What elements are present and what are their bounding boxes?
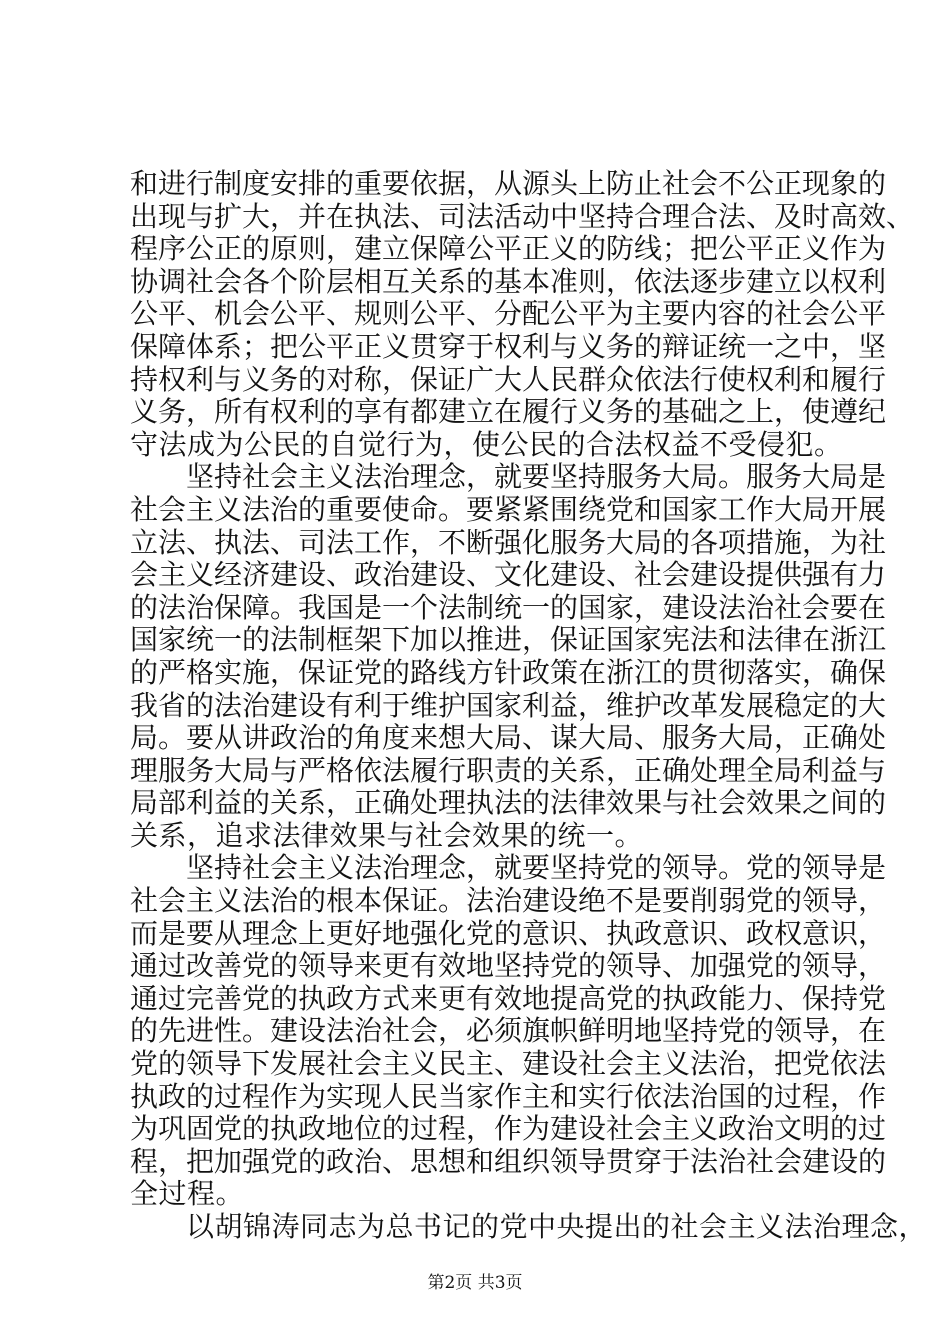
text-line: 关系，追求法律效果与社会效果的统一。	[130, 818, 644, 852]
text-line: 为巩固党的执政地位的过程，作为建设社会主义政治文明的过	[130, 1112, 887, 1146]
text-line: 我省的法治建设有利于维护国家利益，维护改革发展稳定的大	[130, 688, 887, 722]
text-line: 程，把加强党的政治、思想和组织领导贯穿于法治社会建设的	[130, 1144, 887, 1178]
text-line: 的先进性。建设法治社会，必须旗帜鲜明地坚持党的领导，在	[130, 1014, 887, 1048]
text-line: 和进行制度安排的重要依据，从源头上防止社会不公正现象的	[130, 167, 887, 200]
paragraph	[130, 1210, 928, 1244]
paragraph	[130, 460, 887, 852]
text-line: 协调社会各个阶层相互关系的基本准则，依法逐步建立以权利	[130, 264, 887, 298]
page-number-footer: 第2页 共3页	[427, 1273, 523, 1293]
text-line: 公平、机会公平、规则公平、分配公平为主要内容的社会公平	[130, 297, 887, 331]
text-line: 执政的过程作为实现人民当家作主和实行依法治国的过程，作	[130, 1079, 887, 1113]
paragraph	[130, 851, 887, 1211]
text-line: 坚持社会主义法治理念，就要坚持服务大局。服务大局是	[186, 460, 887, 494]
text-line: 社会主义法治的根本保证。法治建设绝不是要削弱党的领导，	[130, 884, 887, 918]
text-line: 会主义经济建设、政治建设、文化建设、社会建设提供强有力	[130, 558, 887, 592]
text-line: 以胡锦涛同志为总书记的党中央提出的社会主义法治理念，	[186, 1210, 928, 1243]
text-line: 守法成为公民的自觉行为，使公民的合法权益不受侵犯。	[130, 427, 843, 461]
text-line: 程序公正的原则，建立保障公平正义的防线；把公平正义作为	[130, 232, 887, 266]
text-line: 全过程。	[130, 1177, 245, 1211]
text-line: 坚持社会主义法治理念，就要坚持党的领导。党的领导是	[186, 851, 887, 885]
text-line: 出现与扩大，并在执法、司法活动中坚持合理合法、及时高效、	[130, 199, 915, 233]
text-line: 而是要从理念上更好地强化党的意识、执政意识、政权意识，	[130, 916, 887, 950]
text-line: 的法治保障。我国是一个法制统一的国家，建设法治社会要在	[130, 590, 887, 624]
text-line: 通过改善党的领导来更有效地坚持党的领导、加强党的领导，	[130, 949, 887, 983]
text-line: 保障体系；把公平正义贯穿于权利与义务的辩证统一之中，坚	[130, 329, 887, 363]
text-line: 立法、执法、司法工作，不断强化服务大局的各项措施，为社	[130, 525, 887, 559]
document-body	[130, 167, 928, 1244]
text-line: 义务，所有权利的享有都建立在履行义务的基础之上，使遵纪	[130, 395, 887, 429]
text-line: 社会主义法治的重要使命。要紧紧围绕党和国家工作大局开展	[130, 492, 887, 526]
text-line: 局。要从讲政治的角度来想大局、谋大局、服务大局，正确处	[130, 721, 887, 755]
text-line: 理服务大局与严格依法履行职责的关系，正确处理全局利益与	[130, 753, 887, 787]
text-line: 的严格实施，保证党的路线方针政策在浙江的贯彻落实，确保	[130, 655, 887, 689]
text-line: 党的领导下发展社会主义民主、建设社会主义法治，把党依法	[130, 1047, 887, 1081]
text-line: 局部利益的关系，正确处理执法的法律效果与社会效果之间的	[130, 786, 887, 820]
text-line: 通过完善党的执政方式来更有效地提高党的执政能力、保持党	[130, 981, 887, 1015]
text-line: 国家统一的法制框架下加以推进，保证国家宪法和法律在浙江	[130, 623, 887, 657]
paragraph	[130, 167, 915, 461]
text-line: 持权利与义务的对称，保证广大人民群众依法行使权利和履行	[130, 362, 887, 396]
